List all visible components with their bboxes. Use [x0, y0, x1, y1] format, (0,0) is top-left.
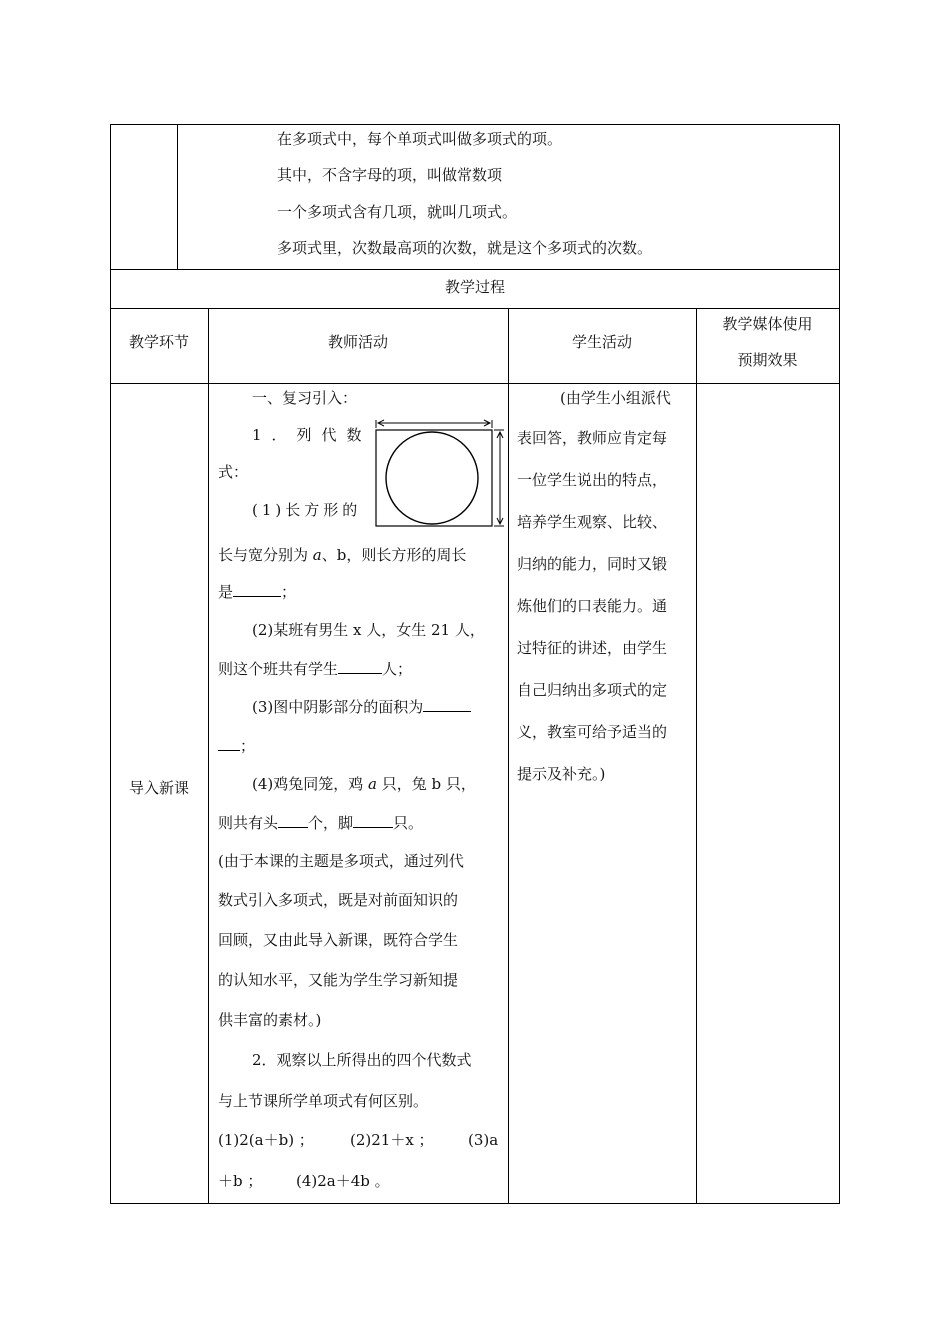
q1-line-a: (1)长方形的 — [252, 501, 362, 519]
teacher-heading: 一、复习引入： — [252, 389, 358, 407]
note-line-5: 供丰富的素材。) — [218, 1011, 322, 1029]
rectangle-circle-figure — [370, 418, 506, 530]
item2-line-a: 2．观察以上所得出的四个代数式 — [252, 1051, 472, 1069]
definition-line-1: 在多项式中，每个单项式叫做多项式的项。 — [277, 130, 563, 148]
answer-blank — [423, 697, 471, 712]
column-header-stage: 教学环节 — [128, 333, 189, 351]
figure-rectangle — [376, 430, 492, 526]
answer-3b: ＋b ； — [218, 1172, 263, 1190]
item1-line-b: 式： — [218, 463, 249, 481]
column-header-teacher: 教师活动 — [327, 333, 388, 351]
q3-line-a: (3)图中阴影部分的面积为 — [252, 697, 471, 717]
student-line-10: 提示及补充。) — [517, 765, 606, 783]
answer-blank — [233, 582, 281, 597]
definition-line-3: 一个多项式含有几项，就叫几项式。 — [277, 203, 518, 221]
answer-blank — [353, 813, 393, 828]
q1-line-b: 长与宽分别为 a、b，则长方形的周长 — [218, 546, 467, 564]
answer-blank — [278, 813, 308, 828]
note-line-2: 数式引入多项式，既是对前面知识的 — [218, 891, 459, 909]
student-line-3: 一位学生说出的特点， — [517, 471, 668, 489]
figure-circle — [386, 432, 478, 524]
q3-line-b: ； — [218, 736, 255, 756]
answer-4: (4)2a＋4b 。 — [296, 1172, 390, 1190]
column-divider-3 — [696, 308, 697, 1204]
column-header-bottom-border — [110, 383, 840, 384]
answer-2: (2)21＋x ； — [350, 1131, 434, 1149]
column-header-media-line2: 预期效果 — [737, 351, 798, 369]
student-line-7: 过特征的讲述，由学生 — [517, 639, 668, 657]
q2-line-a: (2)某班有男生 x 人，女生 21 人， — [252, 621, 485, 639]
item1-line-a: 1．列代数 — [252, 426, 372, 444]
column-header-media-line1: 教学媒体使用 — [722, 315, 813, 333]
student-line-2: 表回答，教师应肯定每 — [517, 429, 668, 447]
answer-1: (1)2(a＋b) ； — [218, 1131, 314, 1149]
table-top-border — [110, 124, 840, 125]
definition-line-4: 多项式里，次数最高项的次数，就是这个多项式的次数。 — [277, 239, 653, 257]
column-header-top-border — [110, 308, 840, 309]
student-line-6: 炼他们的口表能力。通 — [517, 597, 668, 615]
note-line-1: (由于本课的主题是多项式，通过列代 — [218, 852, 464, 870]
student-line-8: 自己归纳出多项式的定 — [517, 681, 668, 699]
student-line-9: 义，教室可给予适当的 — [517, 723, 668, 741]
q2-line-b: 则这个班共有学生 人； — [218, 660, 413, 678]
q4-line-b: 则共有头 个，脚 只。 — [218, 814, 424, 832]
column-divider-1 — [208, 308, 209, 1204]
q4-line-a: (4)鸡兔同笼，鸡 a 只，兔 b 只， — [252, 775, 476, 793]
column-divider-2 — [508, 308, 509, 1204]
answer-blank — [338, 659, 382, 674]
column-header-student: 学生活动 — [571, 333, 632, 351]
note-line-4: 的认知水平，又能为学生学习新知提 — [218, 971, 459, 989]
definition-line-2: 其中，不含字母的项，叫做常数项 — [277, 166, 503, 184]
student-line-5: 归纳的能力，同时又锻 — [517, 555, 668, 573]
answer-3a: (3)a — [468, 1131, 499, 1149]
process-header-top-border — [110, 269, 840, 270]
answer-blank — [218, 736, 240, 751]
student-line-4: 培养学生观察、比较、 — [517, 513, 668, 531]
q1-line-c: 是 ； — [218, 583, 297, 601]
process-header: 教学过程 — [444, 278, 505, 296]
note-line-3: 回顾，又由此导入新课，既符合学生 — [218, 931, 459, 949]
table-bottom-border — [110, 1203, 840, 1204]
student-line-1: (由学生小组派代 — [560, 389, 671, 407]
top-section-divider — [177, 124, 178, 269]
item2-line-b: 与上节课所学单项式有何区别。 — [218, 1092, 429, 1110]
stage-cell: 导入新课 — [128, 779, 189, 797]
